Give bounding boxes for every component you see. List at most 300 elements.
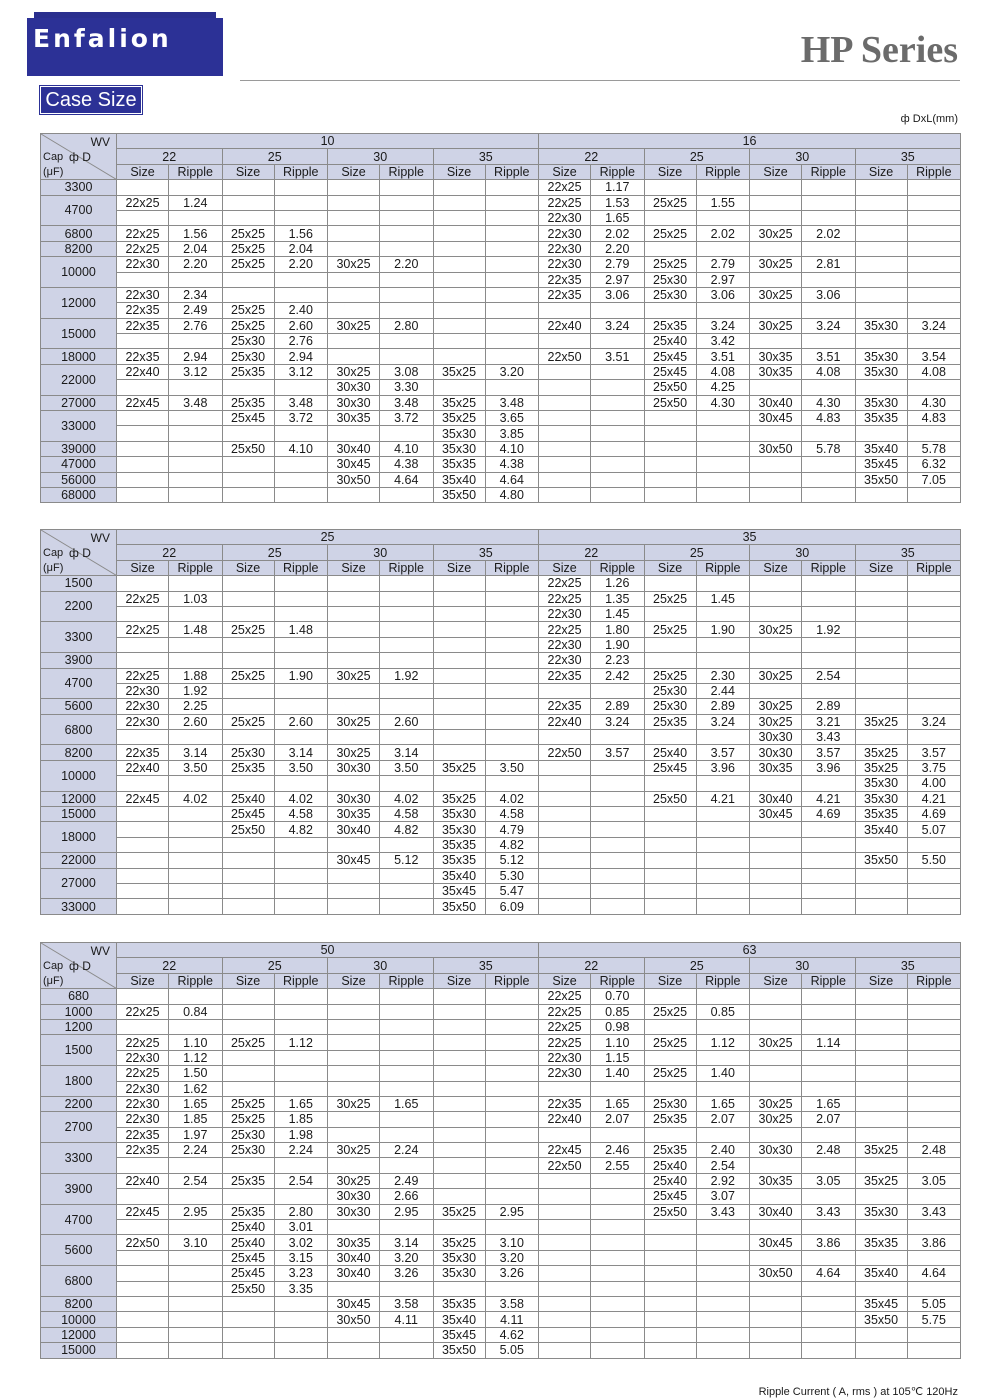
ripple-cell: 1.92 <box>169 683 223 698</box>
size-cell <box>750 776 802 791</box>
ripple-cell <box>907 487 961 502</box>
size-cell <box>222 1004 274 1019</box>
ripple-cell <box>380 1050 434 1065</box>
ripple-cell <box>591 1266 645 1281</box>
ripple-cell: 2.24 <box>380 1143 434 1158</box>
table-row <box>41 1019 961 1034</box>
size-cell: 22x25 <box>117 1035 169 1050</box>
size-cell: 22x30 <box>539 606 591 621</box>
ripple-cell: 1.12 <box>274 1035 328 1050</box>
ripple-cell: 3.65 <box>485 411 539 426</box>
size-cell <box>644 837 696 852</box>
capacitance-cell: 1000 <box>41 1004 117 1019</box>
diameter-header: 25 <box>644 958 750 973</box>
ripple-column-header: Ripple <box>485 164 539 179</box>
ripple-cell <box>485 1096 539 1111</box>
wv-label: WV <box>90 135 110 149</box>
size-column-header: Size <box>328 164 380 179</box>
size-cell <box>750 1250 802 1265</box>
size-cell <box>644 472 696 487</box>
size-cell: 25x25 <box>644 668 696 683</box>
ripple-cell: 1.65 <box>591 1096 645 1111</box>
size-cell <box>222 899 274 914</box>
ripple-cell <box>802 472 856 487</box>
size-cell: 22x35 <box>117 318 169 333</box>
ripple-cell: 2.94 <box>274 349 328 364</box>
size-cell <box>433 1081 485 1096</box>
ripple-cell: 3.57 <box>591 745 645 760</box>
size-cell <box>117 822 169 837</box>
size-cell <box>433 1050 485 1065</box>
size-column-header: Size <box>222 973 274 988</box>
ripple-column-header: Ripple <box>591 164 645 179</box>
size-cell <box>750 1050 802 1065</box>
size-cell: 22x30 <box>539 637 591 652</box>
size-cell <box>117 1266 169 1281</box>
ripple-cell: 3.24 <box>802 318 856 333</box>
size-cell <box>855 668 907 683</box>
size-cell <box>433 745 485 760</box>
ripple-cell: 4.02 <box>169 791 223 806</box>
size-cell: 30x40 <box>328 1266 380 1281</box>
table-row <box>41 837 961 852</box>
ripple-cell: 1.24 <box>169 195 223 210</box>
size-cell: 22x30 <box>539 1050 591 1065</box>
ripple-cell <box>802 637 856 652</box>
ripple-cell <box>696 1081 750 1096</box>
diameter-label: ф D <box>69 150 91 164</box>
ripple-cell: 3.50 <box>485 760 539 775</box>
capacitance-cell: 5600 <box>41 699 117 714</box>
size-cell <box>750 180 802 195</box>
ripple-cell <box>696 303 750 318</box>
ripple-cell: 2.80 <box>380 318 434 333</box>
size-cell <box>855 487 907 502</box>
size-cell: 22x30 <box>117 257 169 272</box>
ripple-cell: 4.69 <box>802 807 856 822</box>
size-cell: 30x50 <box>328 472 380 487</box>
size-cell <box>644 1296 696 1311</box>
size-cell <box>433 1066 485 1081</box>
table-row <box>41 591 961 606</box>
ripple-cell: 3.57 <box>907 745 961 760</box>
ripple-cell: 2.42 <box>591 668 645 683</box>
size-cell <box>328 226 380 241</box>
ripple-cell <box>380 1327 434 1342</box>
size-cell: 35x25 <box>855 760 907 775</box>
ripple-cell: 3.23 <box>274 1266 328 1281</box>
ripple-cell <box>696 853 750 868</box>
ripple-cell: 3.96 <box>802 760 856 775</box>
ripple-cell <box>485 380 539 395</box>
size-cell <box>328 1158 380 1173</box>
ripple-cell <box>169 989 223 1004</box>
ripple-cell <box>696 822 750 837</box>
ripple-cell: 2.79 <box>591 257 645 272</box>
ripple-cell <box>802 272 856 287</box>
size-cell: 25x30 <box>644 683 696 698</box>
size-cell <box>750 1127 802 1142</box>
size-cell: 22x40 <box>117 364 169 379</box>
ripple-cell: 2.54 <box>802 668 856 683</box>
size-cell <box>328 195 380 210</box>
size-column-header: Size <box>855 973 907 988</box>
ripple-cell: 2.94 <box>169 349 223 364</box>
size-cell <box>750 1066 802 1081</box>
size-cell <box>222 730 274 745</box>
size-cell: 35x30 <box>433 822 485 837</box>
ripple-cell <box>274 837 328 852</box>
size-cell <box>539 1235 591 1250</box>
size-cell <box>222 1296 274 1311</box>
size-column-header: Size <box>328 973 380 988</box>
ripple-cell <box>907 1127 961 1142</box>
size-cell <box>222 426 274 441</box>
size-cell <box>855 899 907 914</box>
size-cell <box>644 776 696 791</box>
size-cell: 35x50 <box>855 472 907 487</box>
ripple-cell: 2.44 <box>696 683 750 698</box>
ripple-cell: 2.02 <box>802 226 856 241</box>
ripple-cell <box>274 1343 328 1358</box>
ripple-cell <box>591 760 645 775</box>
ripple-cell <box>696 1281 750 1296</box>
size-cell <box>750 457 802 472</box>
table-row <box>41 807 961 822</box>
size-cell <box>750 195 802 210</box>
size-cell <box>117 272 169 287</box>
size-cell <box>433 622 485 637</box>
ripple-cell <box>802 1158 856 1173</box>
size-cell <box>328 699 380 714</box>
ripple-cell <box>169 441 223 456</box>
ripple-cell <box>380 730 434 745</box>
size-cell: 35x50 <box>433 1343 485 1358</box>
ripple-cell <box>591 395 645 410</box>
ripple-cell <box>380 487 434 502</box>
size-cell: 35x45 <box>433 883 485 898</box>
size-column-header: Size <box>855 560 907 575</box>
size-cell <box>750 1281 802 1296</box>
ripple-cell: 2.24 <box>274 1143 328 1158</box>
size-cell <box>539 1327 591 1342</box>
ripple-cell: 2.30 <box>696 668 750 683</box>
capacitance-cell: 8200 <box>41 1296 117 1311</box>
ripple-cell: 3.50 <box>380 760 434 775</box>
diameter-label: ф D <box>69 546 91 560</box>
ripple-cell <box>169 426 223 441</box>
size-column-header: Size <box>539 973 591 988</box>
size-cell: 35x35 <box>433 837 485 852</box>
ripple-cell <box>591 1081 645 1096</box>
ripple-cell: 1.88 <box>169 668 223 683</box>
ripple-cell <box>591 853 645 868</box>
size-cell: 30x30 <box>750 730 802 745</box>
ripple-cell: 3.05 <box>802 1173 856 1188</box>
size-cell: 30x25 <box>750 226 802 241</box>
capacitance-cell: 33000 <box>41 899 117 914</box>
ripple-cell <box>274 487 328 502</box>
size-cell <box>433 380 485 395</box>
ripple-cell <box>169 1250 223 1265</box>
size-cell: 35x30 <box>433 1266 485 1281</box>
size-cell: 35x35 <box>433 1296 485 1311</box>
size-cell <box>539 791 591 806</box>
ripple-cell: 1.85 <box>169 1112 223 1127</box>
ripple-cell <box>696 606 750 621</box>
ripple-cell <box>274 776 328 791</box>
size-cell <box>855 637 907 652</box>
ripple-cell: 2.24 <box>169 1143 223 1158</box>
size-cell <box>328 1081 380 1096</box>
ripple-cell: 2.02 <box>696 226 750 241</box>
size-cell: 22x30 <box>117 1050 169 1065</box>
ripple-cell <box>169 1281 223 1296</box>
ripple-cell: 1.65 <box>169 1096 223 1111</box>
size-cell: 35x25 <box>433 791 485 806</box>
capacitance-cell: 8200 <box>41 241 117 256</box>
ripple-cell <box>696 180 750 195</box>
size-cell: 22x35 <box>539 699 591 714</box>
ripple-cell: 4.79 <box>485 822 539 837</box>
ripple-cell: 4.21 <box>907 791 961 806</box>
size-cell <box>433 1112 485 1127</box>
ripple-cell: 2.40 <box>696 1143 750 1158</box>
series-title: HP Series <box>800 29 958 71</box>
table-row <box>41 441 961 456</box>
ripple-cell <box>802 576 856 591</box>
ripple-cell <box>907 1250 961 1265</box>
capacitance-cell: 2200 <box>41 1096 117 1111</box>
ripple-cell: 4.10 <box>274 441 328 456</box>
ripple-cell <box>169 472 223 487</box>
ripple-cell <box>907 1066 961 1081</box>
size-cell <box>117 334 169 349</box>
ripple-cell <box>169 1220 223 1235</box>
ripple-cell: 3.24 <box>591 318 645 333</box>
size-cell: 22x40 <box>539 1112 591 1127</box>
ripple-cell <box>169 822 223 837</box>
unit-label: (μF) <box>43 166 64 178</box>
size-cell: 25x25 <box>644 257 696 272</box>
size-cell: 30x45 <box>328 1296 380 1311</box>
size-cell: 25x45 <box>644 364 696 379</box>
ripple-cell: 2.07 <box>591 1112 645 1127</box>
size-cell: 35x25 <box>855 1173 907 1188</box>
ripple-cell: 1.85 <box>274 1112 328 1127</box>
size-cell: 30x45 <box>750 411 802 426</box>
ripple-cell: 3.48 <box>274 395 328 410</box>
ripple-cell <box>907 272 961 287</box>
size-cell <box>750 380 802 395</box>
size-column-header: Size <box>222 164 274 179</box>
ripple-cell <box>802 334 856 349</box>
ripple-cell <box>380 899 434 914</box>
size-cell <box>328 637 380 652</box>
size-cell: 22x25 <box>117 226 169 241</box>
size-cell <box>644 606 696 621</box>
diameter-header: 30 <box>328 545 434 560</box>
size-cell: 22x30 <box>539 257 591 272</box>
size-cell <box>117 180 169 195</box>
size-cell <box>539 1220 591 1235</box>
ripple-cell <box>696 1296 750 1311</box>
ripple-cell <box>485 591 539 606</box>
size-cell: 25x45 <box>644 349 696 364</box>
size-cell: 25x50 <box>644 1204 696 1219</box>
ripple-cell: 2.92 <box>696 1173 750 1188</box>
ripple-cell: 6.32 <box>907 457 961 472</box>
ripple-cell <box>485 714 539 729</box>
ripple-cell <box>169 606 223 621</box>
size-cell <box>855 1327 907 1342</box>
ripple-cell: 2.80 <box>274 1204 328 1219</box>
size-cell <box>750 899 802 914</box>
size-cell: 22x30 <box>117 699 169 714</box>
size-cell: 30x50 <box>750 1266 802 1281</box>
size-cell <box>433 226 485 241</box>
size-cell <box>855 606 907 621</box>
size-cell: 35x25 <box>433 1204 485 1219</box>
ripple-cell: 0.98 <box>591 1019 645 1034</box>
table-row <box>41 1127 961 1142</box>
table-row <box>41 1189 961 1204</box>
ripple-cell <box>485 1081 539 1096</box>
size-cell: 22x30 <box>539 226 591 241</box>
size-cell <box>328 1019 380 1034</box>
size-cell: 22x30 <box>117 1081 169 1096</box>
ripple-cell <box>802 591 856 606</box>
ripple-column-header: Ripple <box>696 973 750 988</box>
size-cell: 30x35 <box>328 807 380 822</box>
ripple-cell <box>802 883 856 898</box>
voltage-row <box>41 943 961 958</box>
size-cell <box>433 210 485 225</box>
ripple-cell <box>907 1004 961 1019</box>
ripple-cell: 2.95 <box>485 1204 539 1219</box>
size-cell <box>644 637 696 652</box>
ripple-cell: 1.50 <box>169 1066 223 1081</box>
ripple-cell <box>907 1281 961 1296</box>
ripple-cell <box>907 334 961 349</box>
size-cell: 30x35 <box>750 349 802 364</box>
size-cell <box>750 637 802 652</box>
ripple-cell <box>802 1050 856 1065</box>
diameter-header: 30 <box>750 149 856 164</box>
size-cell <box>539 380 591 395</box>
ripple-column-header: Ripple <box>907 164 961 179</box>
table-row <box>41 714 961 729</box>
size-cell: 22x25 <box>539 195 591 210</box>
ripple-cell <box>802 380 856 395</box>
ripple-cell: 2.60 <box>380 714 434 729</box>
size-cell <box>855 868 907 883</box>
size-cell <box>855 1081 907 1096</box>
size-cell: 22x40 <box>117 760 169 775</box>
table-row <box>41 989 961 1004</box>
ripple-cell <box>696 1019 750 1034</box>
ripple-cell <box>485 334 539 349</box>
ripple-cell <box>802 1081 856 1096</box>
ripple-cell: 4.83 <box>907 411 961 426</box>
size-cell <box>750 576 802 591</box>
size-cell <box>855 1112 907 1127</box>
size-cell <box>855 1066 907 1081</box>
size-cell <box>644 426 696 441</box>
size-cell <box>222 287 274 302</box>
ripple-cell <box>907 883 961 898</box>
ripple-cell <box>485 637 539 652</box>
size-cell <box>644 1050 696 1065</box>
ripple-cell: 3.10 <box>169 1235 223 1250</box>
ripple-cell <box>380 1066 434 1081</box>
ripple-cell: 3.51 <box>802 349 856 364</box>
size-cell <box>855 1281 907 1296</box>
size-cell: 22x35 <box>117 303 169 318</box>
ripple-cell <box>907 622 961 637</box>
ripple-cell <box>380 837 434 852</box>
size-cell: 25x35 <box>222 1173 274 1188</box>
size-cell <box>433 1127 485 1142</box>
ripple-cell: 4.08 <box>696 364 750 379</box>
ripple-cell <box>591 1281 645 1296</box>
ripple-cell: 1.65 <box>591 210 645 225</box>
ripple-cell <box>802 1019 856 1034</box>
size-cell: 22x25 <box>117 195 169 210</box>
size-cell <box>855 303 907 318</box>
ripple-cell: 3.24 <box>696 714 750 729</box>
ripple-cell: 4.38 <box>485 457 539 472</box>
size-cell <box>750 868 802 883</box>
size-cell <box>117 1343 169 1358</box>
size-cell: 30x25 <box>750 257 802 272</box>
size-cell: 25x25 <box>644 622 696 637</box>
capacitance-cell: 680 <box>41 989 117 1004</box>
size-cell <box>644 822 696 837</box>
ripple-cell <box>907 899 961 914</box>
ripple-cell <box>696 807 750 822</box>
size-cell <box>433 1173 485 1188</box>
ripple-cell: 2.60 <box>169 714 223 729</box>
size-cell <box>222 989 274 1004</box>
size-cell <box>328 989 380 1004</box>
ripple-cell: 4.64 <box>485 472 539 487</box>
size-cell: 22x45 <box>117 791 169 806</box>
size-cell <box>433 653 485 668</box>
case-size-table-1 <box>40 133 961 503</box>
ripple-cell <box>169 210 223 225</box>
ripple-cell <box>907 1019 961 1034</box>
size-cell <box>855 1004 907 1019</box>
ripple-cell: 3.48 <box>380 395 434 410</box>
ripple-cell <box>485 1050 539 1065</box>
ripple-cell: 4.00 <box>907 776 961 791</box>
ripple-cell: 1.45 <box>696 591 750 606</box>
size-cell: 22x30 <box>117 714 169 729</box>
size-cell <box>644 576 696 591</box>
ripple-cell: 4.38 <box>380 457 434 472</box>
ripple-cell <box>591 380 645 395</box>
ripple-cell <box>907 1327 961 1342</box>
ripple-cell: 3.20 <box>485 1250 539 1265</box>
size-column-header: Size <box>750 560 802 575</box>
ripple-cell <box>907 1343 961 1358</box>
size-cell: 35x30 <box>855 364 907 379</box>
size-cell <box>328 487 380 502</box>
case-size-table-3 <box>40 942 961 1359</box>
size-column-header: Size <box>750 164 802 179</box>
ripple-cell: 2.54 <box>169 1173 223 1188</box>
